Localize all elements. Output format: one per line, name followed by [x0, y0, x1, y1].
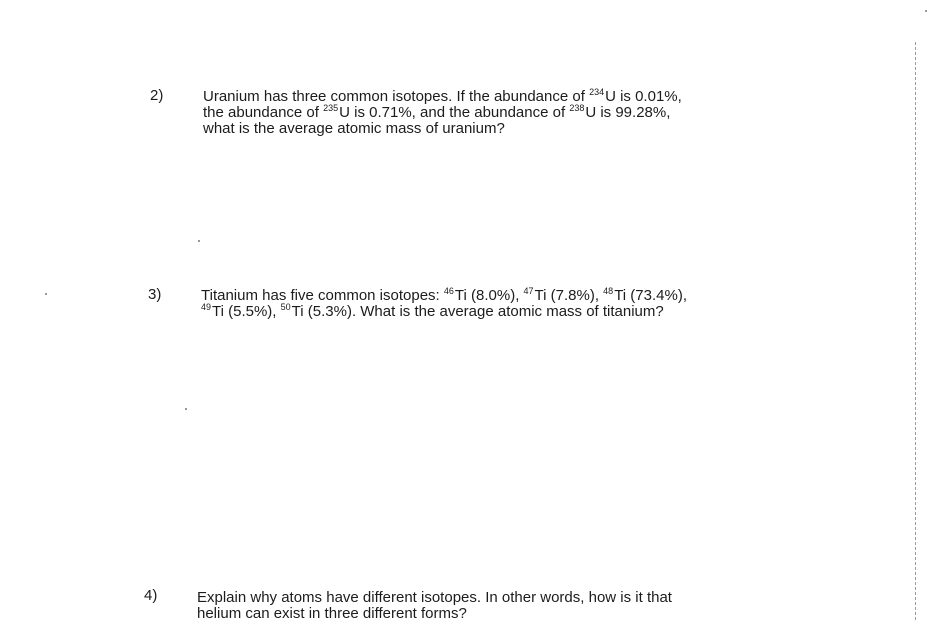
question-3-line-1: Titanium has five common isotopes: $^{46}$Ti (8.0%), $^{47}$Ti (7.8%), $^{48}$Ti (73.4%), — [201, 286, 687, 304]
scan-speck — [198, 240, 200, 242]
question-4-line-2: helium can exist in three different forms? — [197, 605, 467, 622]
question-2-line-3: what is the average atomic mass of uranium? — [203, 120, 505, 137]
question-3-line-2: $^{49}$Ti (5.5%), $^{50}$Ti (5.3%). What is the average atomic mass of titanium? — [201, 302, 664, 320]
scan-speck — [925, 10, 927, 12]
question-2-number: 2) — [150, 87, 164, 104]
question-2-line-1: Uranium has three common isotopes. If the abundance of $^{234}$U is 0.01%, — [203, 87, 682, 105]
page-edge-line — [915, 42, 916, 620]
scan-speck — [185, 408, 187, 410]
scan-speck — [45, 293, 47, 295]
question-3-text — [201, 288, 687, 320]
question-4-line-1: Explain why atoms have different isotopes. In other words, how is it that — [197, 589, 672, 606]
question-4-number: 4) — [144, 587, 158, 604]
question-4-text — [197, 590, 672, 622]
question-2-text — [203, 89, 682, 137]
question-3-number: 3) — [148, 286, 162, 303]
question-2-line-2: the abundance of $^{235}$U is 0.71%, and the abundance of $^{238}$U is 99.28%, — [203, 103, 671, 121]
